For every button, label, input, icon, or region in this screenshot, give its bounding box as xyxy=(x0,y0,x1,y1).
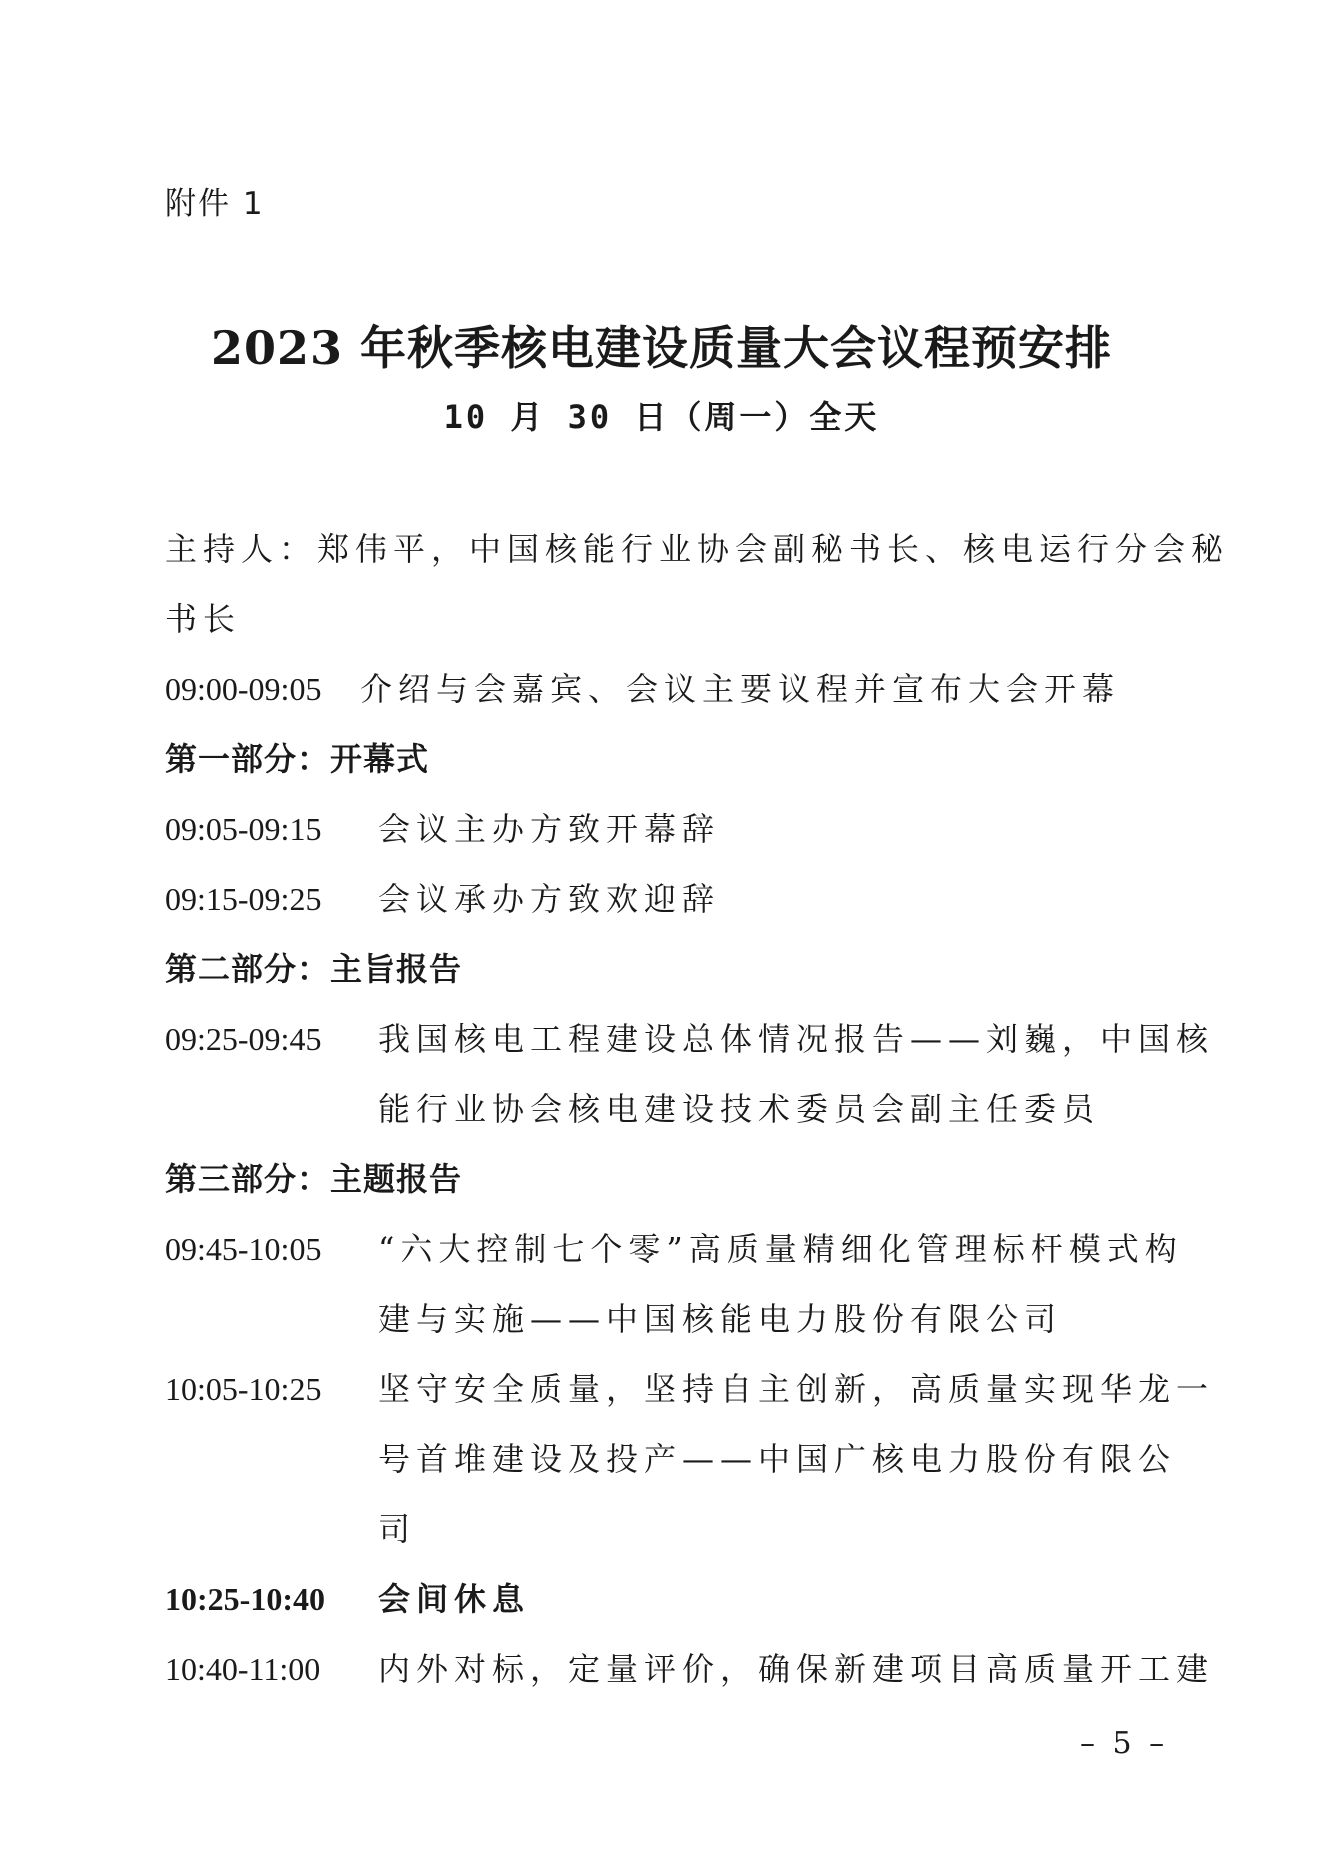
agenda-body xyxy=(165,514,1230,1704)
agenda-item-desc: 内外对标，定量评价，确保新建项目高质量开工建 xyxy=(378,1650,1215,1688)
agenda-title: 2023 年秋季核电建设质量大会议程预安排 xyxy=(210,321,1113,375)
agenda-item xyxy=(165,1214,1183,1354)
agenda-item xyxy=(165,1354,1215,1564)
agenda-item-opening xyxy=(165,654,1165,724)
agenda-item-desc-continued: 建与实施——中国核能电力股份有限公司 xyxy=(378,1300,1063,1338)
agenda-item-desc: 坚守安全质量，坚持自主创新，高质量实现华龙一 xyxy=(378,1370,1215,1408)
agenda-item xyxy=(165,794,1165,864)
agenda-item-desc: 会间休息 xyxy=(378,1580,531,1618)
agenda-item-time: 09:15-09:25 xyxy=(165,881,322,917)
agenda-item-desc-continued: 号首堆建设及投产——中国广核电力股份有限公 xyxy=(378,1440,1177,1478)
agenda-item xyxy=(165,1004,1215,1144)
agenda-item-time: 09:25-09:45 xyxy=(165,1021,322,1057)
section-heading-2: 第二部分：主旨报告 xyxy=(165,950,463,988)
agenda-item-desc: “六大控制七个零”高质量精细化管理标杆模式构 xyxy=(378,1230,1183,1268)
agenda-item-desc-continued: 司 xyxy=(378,1510,417,1548)
agenda-item-time: 09:05-09:15 xyxy=(165,811,322,847)
host-line: 主持人：郑伟平，中国核能行业协会副秘书长、核电运行分会秘 xyxy=(165,530,1230,568)
agenda-date: 10 月 30 日（周一）全天 xyxy=(443,398,880,436)
agenda-item-time: 09:00-09:05 xyxy=(165,671,322,707)
agenda-item-desc: 会议主办方致开幕辞 xyxy=(378,810,721,848)
agenda-item-desc: 介绍与会嘉宾、会议主要议程并宣布大会开幕 xyxy=(360,670,1121,708)
attachment-label: 附件 1 xyxy=(165,186,265,222)
agenda-item-time: 10:25-10:40 xyxy=(165,1581,325,1617)
agenda-item-time: 10:05-10:25 xyxy=(165,1371,322,1407)
agenda-item-time: 10:40-11:00 xyxy=(165,1651,321,1687)
agenda-item-desc: 会议承办方致欢迎辞 xyxy=(378,880,721,918)
page-number: – 5 – xyxy=(1080,1726,1169,1761)
agenda-item-desc-continued: 能行业协会核电建设技术委员会副主任委员 xyxy=(378,1090,1101,1128)
section-heading-3: 第三部分：主题报告 xyxy=(165,1160,463,1198)
agenda-item-break xyxy=(165,1564,1165,1634)
agenda-item xyxy=(165,1634,1215,1704)
agenda-item-desc: 我国核电工程建设总体情况报告——刘巍，中国核 xyxy=(378,1020,1215,1058)
agenda-item xyxy=(165,864,1165,934)
section-heading-1: 第一部分：开幕式 xyxy=(165,740,430,778)
agenda-item-time: 09:45-10:05 xyxy=(165,1231,322,1267)
host-line-continued: 书长 xyxy=(165,600,242,638)
